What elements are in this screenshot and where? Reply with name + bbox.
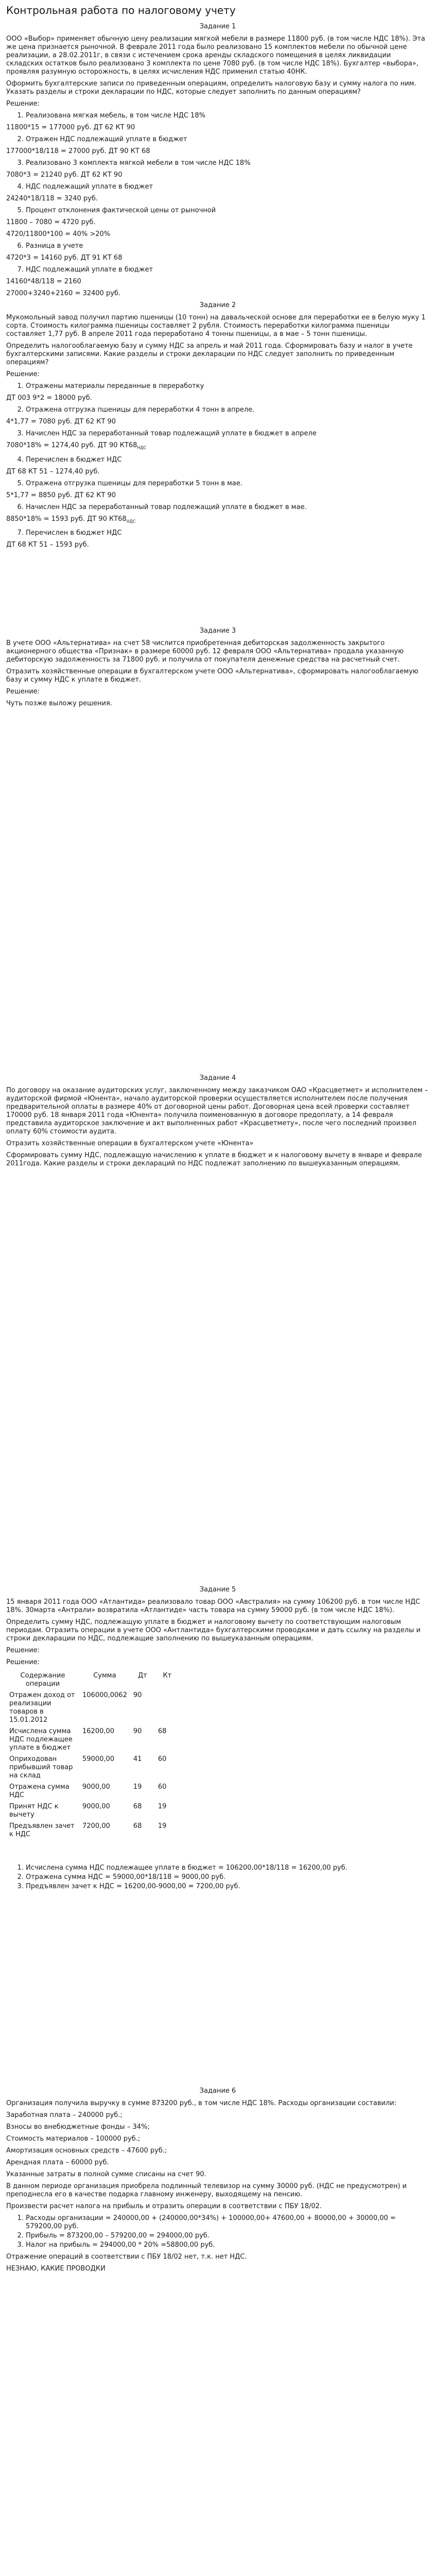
task-5-solution-label: Решение: — [6, 1647, 40, 1655]
task-1-step-list — [6, 159, 429, 167]
spacer — [6, 1172, 429, 1584]
task-1-solution-label: Решение: — [6, 100, 40, 108]
task-1-calc: 7080*3 = 21240 руб. ДТ 62 КТ 90 — [6, 171, 123, 179]
table-cell: 106000,0062 — [82, 1691, 127, 1700]
task-6-expense: Заработная плата – 240000 руб.; — [6, 2111, 123, 2120]
task-2-step-list — [6, 456, 429, 464]
task-6-step-list — [6, 2214, 429, 2249]
task-4-condition: По договору на оказание аудиторских услуг, заключенному между заказчиком ОАО «Красцветмет» и исполнителем – аудиторской фирмой «Юнента», начало аудиторской проверки осуществляется исполнителем после получения предварительной оплаты в размере 40% от договорной цены работ. Договорная цена всей проверки составляет 170000 руб. 18 января 2011 года «Юнента» получила поименованную в договоре предоплату, а 14 февраля представила аудиторское заключение и акт выполненных работ «Красцветмету», после чего последний произвел оплату 60% стоимости аудита. — [6, 1087, 428, 1136]
operations-table — [6, 1670, 180, 1840]
table-cell: 9000,00 — [82, 1803, 110, 1811]
task-2-calc-subscript: НДС — [137, 445, 147, 450]
task-2-step-list — [6, 480, 429, 488]
task-1-calc: 177000*18/118 = 27000 руб. ДТ 90 КТ 68 — [6, 147, 150, 155]
task-1-calc: 27000+3240+2160 = 32400 руб. — [6, 290, 121, 297]
task-1-step: 6. Разница в учете — [26, 242, 429, 250]
task-1-step-list — [6, 112, 429, 120]
task-6-remark: НЕЗНАЮ, КАКИЕ ПРОВОДКИ — [6, 2265, 106, 2273]
column-header: Дт — [137, 1672, 147, 1680]
table-cell: Отражена сумма НДС — [9, 1783, 69, 1800]
table-cell: 9000,00 — [82, 1783, 110, 1791]
page-title: Контрольная работа по налоговому учету — [6, 4, 236, 16]
task-1-calc: 24240*18/118 = 3240 руб. — [6, 195, 98, 202]
task-6-question: Произвести расчет налога на прибыль и отразить операции в соответствии с ПБУ 18/02. — [6, 2202, 322, 2211]
task-2-step: 1. Отражены материалы переданные в переработку — [26, 382, 429, 391]
task-6-step: 1. Расходы организации = 240000,00 + (240000,00*34%) + 100000,00+ 47600,00 + 80000,00 + 30000,00 = 579200,00 руб. — [26, 2214, 429, 2231]
table-cell: Предъявлен зачет к НДС — [9, 1822, 75, 1839]
task-2-calc — [6, 515, 429, 526]
table-cell: Исчислена сумма НДС подлежащее уплате в бюджет — [9, 1727, 73, 1752]
task-1-step-list — [6, 242, 429, 250]
task-5-step: 1. Исчислена сумма НДС подлежащее уплате в бюджет = 106200,00*18/118 = 16200,00 руб. — [26, 1864, 429, 1872]
column-header: Кт — [163, 1672, 172, 1680]
task-2-step-list — [6, 529, 429, 537]
task-3 — [6, 627, 429, 708]
task-2-solution-label: Решение: — [6, 370, 40, 378]
task-1-condition: ООО «Выбор» применяет обычную цену реализации мягкой мебели в размере 11800 руб. (в том числе НДС 18%). Эта же цена признается рыночной. В феврале 2011 года было реализовано 15 комплектов мебели по обычной цене реализации, а 28.02.2011г, в связи с истечением срока аренды складского помещения в целях ликвидации складских остатков было реализовано 3 комплекта по цене 7080 руб. (в том числе НДС 18%). Бухгалтер «выбора», проявляя разумную осторожность, в целях исчисления НДС применил статью 40НК. — [6, 35, 425, 76]
table-cell: 60 — [158, 1755, 167, 1764]
task-2-heading: Задание 2 — [199, 301, 236, 309]
task-1-step: 3. Реализовано 3 комплекта мягкой мебели в том числе НДС 18% — [26, 159, 429, 167]
task-4-question-2: Сформировать сумму НДС, подлежащую начислению к уплате в бюджет и к налоговому вычету в январе и феврале 2011года. Какие разделы и строки деклараций по НДС подлежат заполнению по вышеуказанным операциям. — [6, 1151, 422, 1168]
task-6-note: Указанные затраты в полной сумме списаны на счет 90. — [6, 2171, 206, 2179]
table-cell: Отражен доход от реализации товаров в 15.01.2012 — [9, 1691, 75, 1724]
task-2-step: 6. Начислен НДС за переработанный товар подлежащий уплате в бюджет в мае. — [26, 503, 429, 512]
task-2-calc — [6, 442, 429, 452]
task-1-step: 1. Реализована мягкая мебель, в том числе НДС 18% — [26, 112, 429, 120]
table-cell: 19 — [133, 1783, 142, 1791]
table-cell: Принят НДС к вычету — [9, 1803, 59, 1819]
table-cell: Оприходован прибывший товар на склад — [9, 1755, 73, 1780]
task-5-heading: Задание 5 — [199, 1586, 236, 1594]
task-1-step-list — [6, 207, 429, 215]
task-6-heading: Задание 6 — [199, 2087, 236, 2095]
task-3-condition: В учете ООО «Альтернатива» на счет 58 числится приобретенная дебиторская задолженность закрытого акционерного общества «Признак» в размере 60000 руб. 12 февраля ООО «Альтернатива» продала указанную дебиторскую задолженность за 71800 руб. и получила от покупателя денежные средства на расчетный счет. — [6, 639, 404, 664]
table-row — [6, 1801, 180, 1821]
task-6-step: 2. Прибыль = 873200,00 – 579200,00 = 294000,00 руб. — [26, 2232, 429, 2240]
task-1 — [6, 23, 429, 298]
table-cell: 7200,00 — [82, 1822, 110, 1831]
task-1-question: Оформить бухгалтерские записи по приведенным операциям, определить налоговую базу и сумму налога по ним. Указать разделы и строки декларации по НДС, которые следует заполнить по данным операциям? — [6, 80, 416, 96]
task-1-calc: 4720*3 = 14160 руб. ДТ 91 КТ 68 — [6, 254, 123, 262]
table-row — [6, 1754, 180, 1782]
task-5-step: 3. Предъявлен зачет к НДС = 16200,00-9000,00 = 7200,00 руб. — [26, 1883, 429, 1891]
spacer — [6, 1845, 429, 1864]
column-header: Содержание операции — [20, 1672, 65, 1688]
task-2-condition: Мукомольный завод получил партию пшеницы (10 тонн) на давальческой основе для переработки ее в белую муку 1 сорта. Стоимость килограмма пшеницы составляет 2 рубля. Стоимость переработки килограмма пшеницы составляет 1,77 руб. В апреле 2011 года переработано 4 тонны пшеницы, а в мае – 5 тонн пшеницы. — [6, 314, 426, 338]
task-6-expense: Стоимость материалов – 100000 руб.; — [6, 2135, 141, 2143]
task-1-step: 7. НДС подлежащий уплате в бюджет — [26, 266, 429, 274]
task-5-step-list — [6, 1864, 429, 1891]
task-1-calc: 4720/11800*100 = 40% >20% — [6, 230, 111, 238]
task-3-question: Отразить хозяйственные операции в бухгалтерском учете ООО «Альтернатива», сформировать налогооблагаемую базу и сумму НДС к уплате в бюджет. — [6, 668, 418, 684]
task-1-step: 2. Отражен НДС подлежащий уплате в бюджет — [26, 135, 429, 144]
table-cell: 41 — [133, 1755, 142, 1764]
table-row — [6, 1726, 180, 1754]
task-5-solution-label-2: Решение: — [6, 1658, 40, 1667]
task-3-heading: Задание 3 — [199, 627, 236, 635]
task-2-calc: ДТ 003 9*2 = 18000 руб. — [6, 394, 92, 402]
table-cell — [155, 1690, 180, 1726]
table-cell: 68 — [158, 1727, 167, 1736]
task-6-conclusion: Отражение операций в соответствии с ПБУ 18/02 нет, т.к. нет НДС. — [6, 2253, 247, 2261]
task-2-step-list — [6, 430, 429, 438]
task-1-step: 5. Процент отклонения фактической цены от рыночной — [26, 207, 429, 215]
table-cell: 68 — [133, 1822, 142, 1831]
task-1-step-list — [6, 266, 429, 274]
task-2-calc: ДТ 68 КТ 51 – 1593 руб. — [6, 541, 89, 549]
table-cell: 90 — [133, 1727, 142, 1736]
task-2-step: 5. Отражена отгрузка пшеницы для переработки 5 тонн в мае. — [26, 480, 429, 488]
task-2-step-list — [6, 406, 429, 414]
table-header-row — [6, 1670, 180, 1690]
table-cell: 16200,00 — [82, 1727, 115, 1736]
table-row — [6, 1690, 180, 1726]
table-cell: 90 — [133, 1691, 142, 1700]
task-6-step: 3. Налог на прибыль = 294000,00 * 20% =58800,00 руб. — [26, 2241, 429, 2249]
task-2 — [6, 301, 429, 549]
task-4-question: Отразить хозяйственные операции в бухгалтерском учете «Юнента» — [6, 1140, 254, 1148]
task-5-step: 2. Отражена сумма НДС = 59000,00*18/118 = 9000,00 руб. — [26, 1873, 429, 1882]
table-row — [6, 1821, 180, 1840]
table-cell: 59000,00 — [82, 1755, 115, 1764]
task-2-question: Определить налогооблагаемую базу и сумму НДС за апрель и май 2011 года. Сформировать базу и налог в учете бухгалтерскими записями. Какие разделы и строки декларации по НДС следует заполнить по приведенным операциям? — [6, 342, 413, 366]
task-1-step-list — [6, 183, 429, 191]
task-3-note: Чуть позже выложу решения. — [6, 700, 112, 708]
task-1-calc: 14160*48/118 = 2160 — [6, 278, 81, 285]
spacer — [6, 1894, 429, 2085]
table-cell: 68 — [133, 1803, 142, 1811]
table-cell: 60 — [158, 1783, 167, 1791]
task-1-calc: 11800 – 7080 = 4720 руб. — [6, 218, 96, 226]
task-6-expense: Арендная плата – 60000 руб. — [6, 2159, 109, 2167]
task-4-heading: Задание 4 — [199, 1074, 236, 1082]
spacer — [6, 711, 429, 1072]
task-6-expense: Взносы во внебюджетные фонды – 34%; — [6, 2123, 150, 2131]
task-6-condition-2: В данном периоде организация приобрела подлинный телевизор на сумму 30000 руб. (НДС не предусмотрен) и преподнесла его в качестве подарка главному инженеру, выходящему на пенсию. — [6, 2182, 407, 2199]
task-3-solution-label: Решение: — [6, 688, 40, 696]
task-2-calc-text: 7080*18% = 1274,40 руб. ДТ 90 КТ68 — [6, 442, 137, 449]
task-5-question: Определить сумму НДС, подлежащую уплате в бюджет и налоговому вычету по соответствующим налоговым периодам. Отразить операции в учете ООО «Антлантида» бухгалтерскими проводками и дать ссылку на разделы и строки декларации по НДС, подлежащие заполнению по вышеуказанным операциям. — [6, 1618, 421, 1643]
table-row — [6, 1782, 180, 1801]
task-2-step: 7. Перечислен в бюджет НДС — [26, 529, 429, 537]
task-2-step: 4. Перечислен в бюджет НДС — [26, 456, 429, 464]
table-cell: 19 — [158, 1822, 167, 1831]
task-6 — [6, 2087, 429, 2273]
table-cell: 19 — [158, 1803, 167, 1811]
task-2-calc-subscript: НДС — [126, 519, 136, 524]
task-2-step: 2. Отражена отгрузка пшеницы для переработки 4 тонн в апреле. — [26, 406, 429, 414]
document-page — [6, 4, 429, 2277]
task-2-calc: 4*1,77 = 7080 руб. ДТ 62 КТ 90 — [6, 418, 116, 426]
task-6-condition: Организация получила выручку в сумме 873200 руб., в том числе НДС 18%. Расходы организации составили: — [6, 2099, 397, 2108]
task-1-step: 4. НДС подлежащий уплате в бюджет — [26, 183, 429, 191]
task-2-step-list — [6, 382, 429, 391]
task-2-calc: ДТ 68 КТ 51 – 1274,40 руб. — [6, 467, 100, 476]
task-2-step: 3. Начислен НДС за переработанный товар подлежащий уплате в бюджет в апреле — [26, 430, 429, 438]
task-2-calc-text: 8850*18% = 1593 руб. ДТ 90 КТ68 — [6, 515, 127, 523]
task-2-calc: 5*1,77 = 8850 руб. ДТ 62 КТ 90 — [6, 491, 116, 499]
task-2-step-list — [6, 503, 429, 512]
task-6-expense: Амортизация основных средств – 47600 руб.; — [6, 2147, 167, 2155]
task-1-calc: 11800*15 = 177000 руб. ДТ 62 КТ 90 — [6, 124, 135, 131]
column-header: Сумма — [93, 1672, 116, 1680]
task-5 — [6, 1586, 429, 1891]
task-4 — [6, 1074, 429, 1168]
task-1-heading: Задание 1 — [199, 23, 236, 30]
spacer — [6, 553, 429, 625]
task-1-step-list — [6, 135, 429, 144]
task-5-condition: 15 января 2011 года ООО «Атлантида» реализовало товар ООО «Австралия» на сумму 106200 руб. в том числе НДС 18%. 30марта «Антрали» возвратила «Атлантиде» часть товара на сумму 59000 руб. (в том числе НДС 18%). — [6, 1598, 421, 1615]
